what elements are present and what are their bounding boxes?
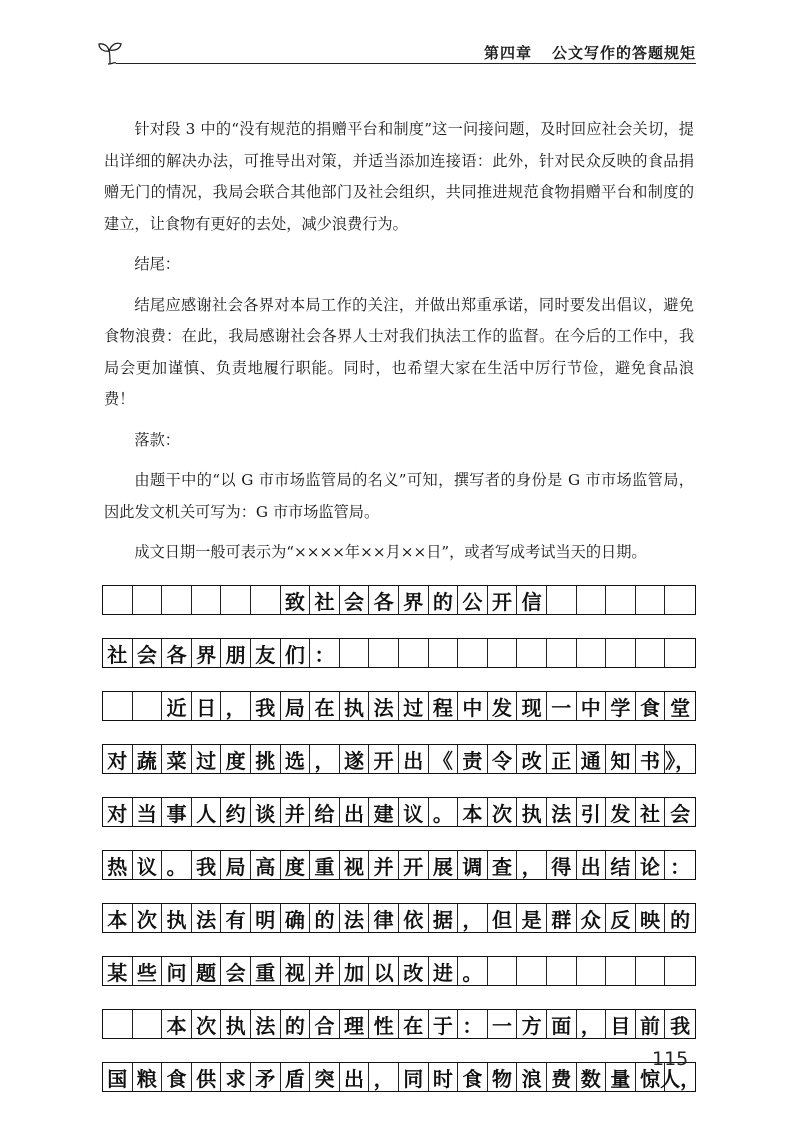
grid-cell: 改 bbox=[399, 957, 429, 985]
grid-cell: 发 bbox=[606, 798, 636, 826]
grid-cell: 加 bbox=[340, 957, 370, 985]
grid-cell: 某 bbox=[103, 957, 133, 985]
grid-cell: 面 bbox=[547, 1010, 577, 1038]
grid-cell: 结 bbox=[606, 851, 636, 879]
grid-cell bbox=[103, 1010, 133, 1038]
grid-cell: 谈 bbox=[251, 798, 281, 826]
grid-cell bbox=[133, 1010, 163, 1038]
paragraph: 成文日期一般可表示为“××××年××月××日”，或者写成考试当天的日期。 bbox=[134, 543, 647, 561]
grid-cell: 理 bbox=[340, 1010, 370, 1038]
grid-cell: 友 bbox=[251, 639, 281, 667]
grid-cell: 论 bbox=[636, 851, 666, 879]
grid-cell: ， bbox=[577, 1010, 607, 1038]
grid-cell: 国 bbox=[103, 1063, 133, 1091]
grid-cell: 执 bbox=[221, 1010, 251, 1038]
chapter-title: 公文写作的答题规矩 bbox=[551, 44, 696, 62]
grid-cell: 进 bbox=[429, 957, 459, 985]
grid-cell bbox=[429, 639, 459, 667]
grid-cell: 矛 bbox=[251, 1063, 281, 1091]
grid-cell: 次 bbox=[133, 904, 163, 932]
grid-cell: 令 bbox=[488, 745, 518, 773]
grid-cell: 执 bbox=[162, 904, 192, 932]
grid-cell bbox=[636, 957, 666, 985]
grid-cell: 突 bbox=[310, 1063, 340, 1091]
grid-cell: 在 bbox=[310, 692, 340, 720]
grid-cell bbox=[251, 586, 281, 614]
grid-cell: 致 bbox=[281, 586, 311, 614]
grid-cell: 过 bbox=[399, 692, 429, 720]
grid-cell: 学 bbox=[606, 692, 636, 720]
grid-cell: 公 bbox=[458, 586, 488, 614]
grid-cell bbox=[458, 639, 488, 667]
grid-cell: 遂 bbox=[340, 745, 370, 773]
grid-cell: 信 bbox=[517, 586, 547, 614]
grid-cell: 以 bbox=[369, 957, 399, 985]
grid-cell: 会 bbox=[670, 801, 691, 826]
grid-cell: 当 bbox=[133, 798, 163, 826]
grid-cell: 各 bbox=[162, 639, 192, 667]
grid-cell: ， bbox=[369, 1063, 399, 1091]
grid-cell: 改 bbox=[517, 745, 547, 773]
grid-cell: 并 bbox=[310, 957, 340, 985]
grid-cell: 出 bbox=[577, 851, 607, 879]
grid-cell bbox=[665, 639, 695, 667]
grid-cell: ， bbox=[310, 745, 340, 773]
grid-cell bbox=[340, 639, 370, 667]
grid-cell: 群 bbox=[547, 904, 577, 932]
chapter-label: 第四章 bbox=[483, 44, 532, 62]
grid-cell: 开 bbox=[369, 745, 399, 773]
grid-cell: 量 bbox=[606, 1063, 636, 1091]
grid-cell: 对 bbox=[103, 745, 133, 773]
grid-cell: 会 bbox=[133, 639, 163, 667]
grid-cell: 各 bbox=[369, 586, 399, 614]
grid-cell bbox=[577, 957, 607, 985]
grid-cell: 我 bbox=[251, 692, 281, 720]
answer-grid bbox=[102, 585, 701, 1115]
grid-cell: 出 bbox=[340, 1063, 370, 1091]
grid-cell: 发 bbox=[488, 692, 518, 720]
grid-cell bbox=[606, 957, 636, 985]
grid-cell: 日 bbox=[192, 692, 222, 720]
grid-cell bbox=[103, 586, 133, 614]
grid-cell: 界 bbox=[192, 639, 222, 667]
grid-cell bbox=[488, 639, 518, 667]
grid-cell: ， bbox=[221, 692, 251, 720]
grid-cell: 的 bbox=[670, 907, 691, 932]
grid-cell: 近 bbox=[162, 692, 192, 720]
grid-cell: 出 bbox=[340, 798, 370, 826]
grid-cell: 有 bbox=[221, 904, 251, 932]
grid-cell: 视 bbox=[281, 957, 311, 985]
grid-cell: 出 bbox=[399, 745, 429, 773]
grid-cell: 视 bbox=[340, 851, 370, 879]
grid-row bbox=[102, 903, 696, 933]
grid-cell: 社 bbox=[636, 798, 666, 826]
grid-cell: 食 bbox=[162, 1063, 192, 1091]
grid-cell bbox=[636, 639, 666, 667]
grid-cell: 现 bbox=[517, 692, 547, 720]
grid-cell: 中 bbox=[458, 692, 488, 720]
grid-cell: 事 bbox=[162, 798, 192, 826]
grid-cell: 些 bbox=[133, 957, 163, 985]
grid-cell: 在 bbox=[399, 1010, 429, 1038]
grid-cell: 问 bbox=[162, 957, 192, 985]
grid-cell: 但 bbox=[488, 904, 518, 932]
grid-cell: ， bbox=[458, 904, 488, 932]
grid-cell: 律 bbox=[369, 904, 399, 932]
grid-cell bbox=[162, 586, 192, 614]
grid-cell bbox=[606, 586, 636, 614]
grid-cell: 众 bbox=[577, 904, 607, 932]
grid-cell bbox=[577, 586, 607, 614]
grid-row bbox=[102, 956, 696, 986]
grid-cell: 一 bbox=[547, 692, 577, 720]
grid-cell: ， bbox=[517, 851, 547, 879]
grid-cell: 责 bbox=[458, 745, 488, 773]
grid-cell: 局 bbox=[281, 692, 311, 720]
grid-row bbox=[102, 638, 696, 668]
paragraph: 针对段 3 中的“没有规范的捐赠平台和制度”这一问接问题，及时回应社会关切，提出详细的解决办法，可推导出对策，并适当添加连接语：此外，针对民众反映的食品捐赠无门的情况，我局会联合其他部门及社会组织，共同推进规范食物捐赠平台和制度的建立，让食物有更好的去处，减少浪费行为。 bbox=[104, 120, 694, 233]
grid-cell: 我 bbox=[670, 1013, 691, 1038]
grid-cell: 确 bbox=[281, 904, 311, 932]
grid-cell: 建 bbox=[369, 798, 399, 826]
grid-cell: 执 bbox=[340, 692, 370, 720]
grid-cell: 是 bbox=[517, 904, 547, 932]
grid-cell: 的 bbox=[429, 586, 459, 614]
grid-cell: 执 bbox=[517, 798, 547, 826]
grid-cell: 会 bbox=[221, 957, 251, 985]
grid-cell: 人， bbox=[660, 1066, 701, 1091]
grid-cell: 物 bbox=[488, 1063, 518, 1091]
grid-cell: 。 bbox=[429, 798, 459, 826]
grid-cell bbox=[606, 639, 636, 667]
grid-cell: 法 bbox=[340, 904, 370, 932]
grid-cell bbox=[577, 639, 607, 667]
grid-cell: 食 bbox=[636, 692, 666, 720]
grid-row bbox=[102, 744, 696, 774]
grid-cell: 同 bbox=[399, 1063, 429, 1091]
grid-cell: 次 bbox=[488, 798, 518, 826]
grid-cell: 对 bbox=[103, 798, 133, 826]
grid-cell: 得 bbox=[547, 851, 577, 879]
grid-cell: 惊 bbox=[636, 1063, 666, 1091]
grid-cell bbox=[221, 586, 251, 614]
grid-cell: 法 bbox=[251, 1010, 281, 1038]
grid-cell: 法 bbox=[192, 904, 222, 932]
grid-cell: 选 bbox=[281, 745, 311, 773]
section-label-ending: 结尾： bbox=[134, 255, 180, 273]
grid-cell: 反 bbox=[606, 904, 636, 932]
grid-cell: 度 bbox=[281, 851, 311, 879]
grid-row bbox=[102, 1062, 701, 1092]
grid-cell: 《 bbox=[429, 745, 459, 773]
paragraph: 结尾应感谢社会各界对本局工作的关注，并做出郑重承诺，同时要发出倡议，避免食物浪费：在此，我局感谢社会各界人士对我们执法工作的监督。在今后的工作中，我局会更加谨慎、负责地履行职能。同时，也希望大家在生活中厉行节俭，避免食品浪费！ bbox=[104, 295, 694, 408]
grid-cell: 于 bbox=[429, 1010, 459, 1038]
grid-cell: 明 bbox=[251, 904, 281, 932]
page-number: 115 bbox=[652, 1048, 689, 1070]
grid-cell: 浪 bbox=[517, 1063, 547, 1091]
grid-cell: 法 bbox=[369, 692, 399, 720]
grid-cell bbox=[517, 957, 547, 985]
grid-cell bbox=[369, 639, 399, 667]
grid-cell: 正 bbox=[547, 745, 577, 773]
grid-cell bbox=[665, 957, 695, 985]
grid-cell bbox=[517, 639, 547, 667]
grid-cell: 盾 bbox=[281, 1063, 311, 1091]
grid-cell: ： bbox=[310, 639, 340, 667]
grid-cell: 程 bbox=[429, 692, 459, 720]
grid-cell: 通 bbox=[577, 745, 607, 773]
grid-cell: 调 bbox=[458, 851, 488, 879]
grid-cell bbox=[192, 586, 222, 614]
grid-cell: 供 bbox=[192, 1063, 222, 1091]
grid-cell bbox=[488, 957, 518, 985]
grid-cell: 本 bbox=[458, 798, 488, 826]
grid-cell: 重 bbox=[310, 851, 340, 879]
grid-cell: 并 bbox=[281, 798, 311, 826]
grid-cell: 中 bbox=[577, 692, 607, 720]
grid-cell: 我 bbox=[192, 851, 222, 879]
grid-cell: 知 bbox=[606, 745, 636, 773]
grid-cell: 方 bbox=[517, 1010, 547, 1038]
grid-cell bbox=[399, 639, 429, 667]
grid-cell: 开 bbox=[488, 586, 518, 614]
grid-cell: 查 bbox=[488, 851, 518, 879]
header-rule bbox=[116, 63, 696, 64]
grid-cell: 度 bbox=[221, 745, 251, 773]
grid-cell: 本 bbox=[103, 904, 133, 932]
grid-cell: 高 bbox=[251, 851, 281, 879]
grid-cell: 议 bbox=[133, 851, 163, 879]
grid-cell: 议 bbox=[399, 798, 429, 826]
grid-cell: 给 bbox=[310, 798, 340, 826]
grid-cell bbox=[547, 586, 577, 614]
grid-row bbox=[102, 797, 696, 827]
grid-cell bbox=[103, 692, 133, 720]
grid-cell: 界 bbox=[399, 586, 429, 614]
grid-cell: 粮 bbox=[133, 1063, 163, 1091]
grid-cell: 约 bbox=[221, 798, 251, 826]
grid-cell: 次 bbox=[192, 1010, 222, 1038]
section-label-signature: 落款： bbox=[134, 430, 180, 449]
grid-row bbox=[102, 585, 696, 615]
grid-cell: 过 bbox=[192, 745, 222, 773]
grid-cell: 食 bbox=[458, 1063, 488, 1091]
grid-cell: 人 bbox=[192, 798, 222, 826]
grid-cell: ： bbox=[458, 1010, 488, 1038]
header-title bbox=[476, 42, 696, 63]
grid-cell: 们 bbox=[281, 639, 311, 667]
grid-cell: 法 bbox=[547, 798, 577, 826]
grid-cell: 的 bbox=[310, 904, 340, 932]
grid-cell: 挑 bbox=[251, 745, 281, 773]
grid-cell: 局 bbox=[221, 851, 251, 879]
grid-cell: 据 bbox=[429, 904, 459, 932]
grid-cell: 重 bbox=[251, 957, 281, 985]
grid-cell bbox=[547, 639, 577, 667]
grid-cell: ： bbox=[670, 854, 691, 879]
grid-cell: 菜 bbox=[162, 745, 192, 773]
grid-cell: 数 bbox=[577, 1063, 607, 1091]
grid-cell: 时 bbox=[429, 1063, 459, 1091]
body-text bbox=[104, 114, 694, 578]
grid-cell: 朋 bbox=[221, 639, 251, 667]
grid-cell: 。 bbox=[458, 957, 488, 985]
grid-cell: 前 bbox=[636, 1010, 666, 1038]
grid-cell: 开 bbox=[399, 851, 429, 879]
grid-cell: 展 bbox=[429, 851, 459, 879]
grid-cell: 合 bbox=[310, 1010, 340, 1038]
grid-cell: 求 bbox=[221, 1063, 251, 1091]
grid-cell: 热 bbox=[103, 851, 133, 879]
grid-cell: 社 bbox=[310, 586, 340, 614]
grid-cell bbox=[133, 586, 163, 614]
grid-cell: 并 bbox=[369, 851, 399, 879]
grid-cell: 本 bbox=[162, 1010, 192, 1038]
grid-cell: 蔬 bbox=[133, 745, 163, 773]
grid-cell: 》， bbox=[665, 748, 696, 773]
grid-cell bbox=[665, 586, 695, 614]
grid-cell: 会 bbox=[340, 586, 370, 614]
grid-cell: 依 bbox=[399, 904, 429, 932]
grid-cell: 一 bbox=[488, 1010, 518, 1038]
grid-cell: 。 bbox=[162, 851, 192, 879]
grid-cell bbox=[547, 957, 577, 985]
grid-row bbox=[102, 850, 696, 880]
grid-cell: 题 bbox=[192, 957, 222, 985]
grid-cell: 费 bbox=[547, 1063, 577, 1091]
grid-cell: 目 bbox=[606, 1010, 636, 1038]
grid-row bbox=[102, 691, 696, 721]
running-header bbox=[96, 38, 696, 68]
paragraph: 由题干中的“以 G 市市场监管局的名义”可知，撰写者的身份是 G 市市场监管局，因此发文机关可写为：G 市市场监管局。 bbox=[104, 471, 694, 521]
grid-cell bbox=[133, 692, 163, 720]
grid-cell: 社 bbox=[103, 639, 133, 667]
grid-cell: 的 bbox=[281, 1010, 311, 1038]
grid-cell: 性 bbox=[369, 1010, 399, 1038]
sprout-icon bbox=[96, 38, 124, 66]
grid-cell bbox=[636, 586, 666, 614]
grid-row bbox=[102, 1009, 696, 1039]
grid-cell: 书 bbox=[636, 745, 666, 773]
grid-cell: 堂 bbox=[670, 695, 691, 720]
grid-cell: 引 bbox=[577, 798, 607, 826]
grid-cell: 映 bbox=[636, 904, 666, 932]
